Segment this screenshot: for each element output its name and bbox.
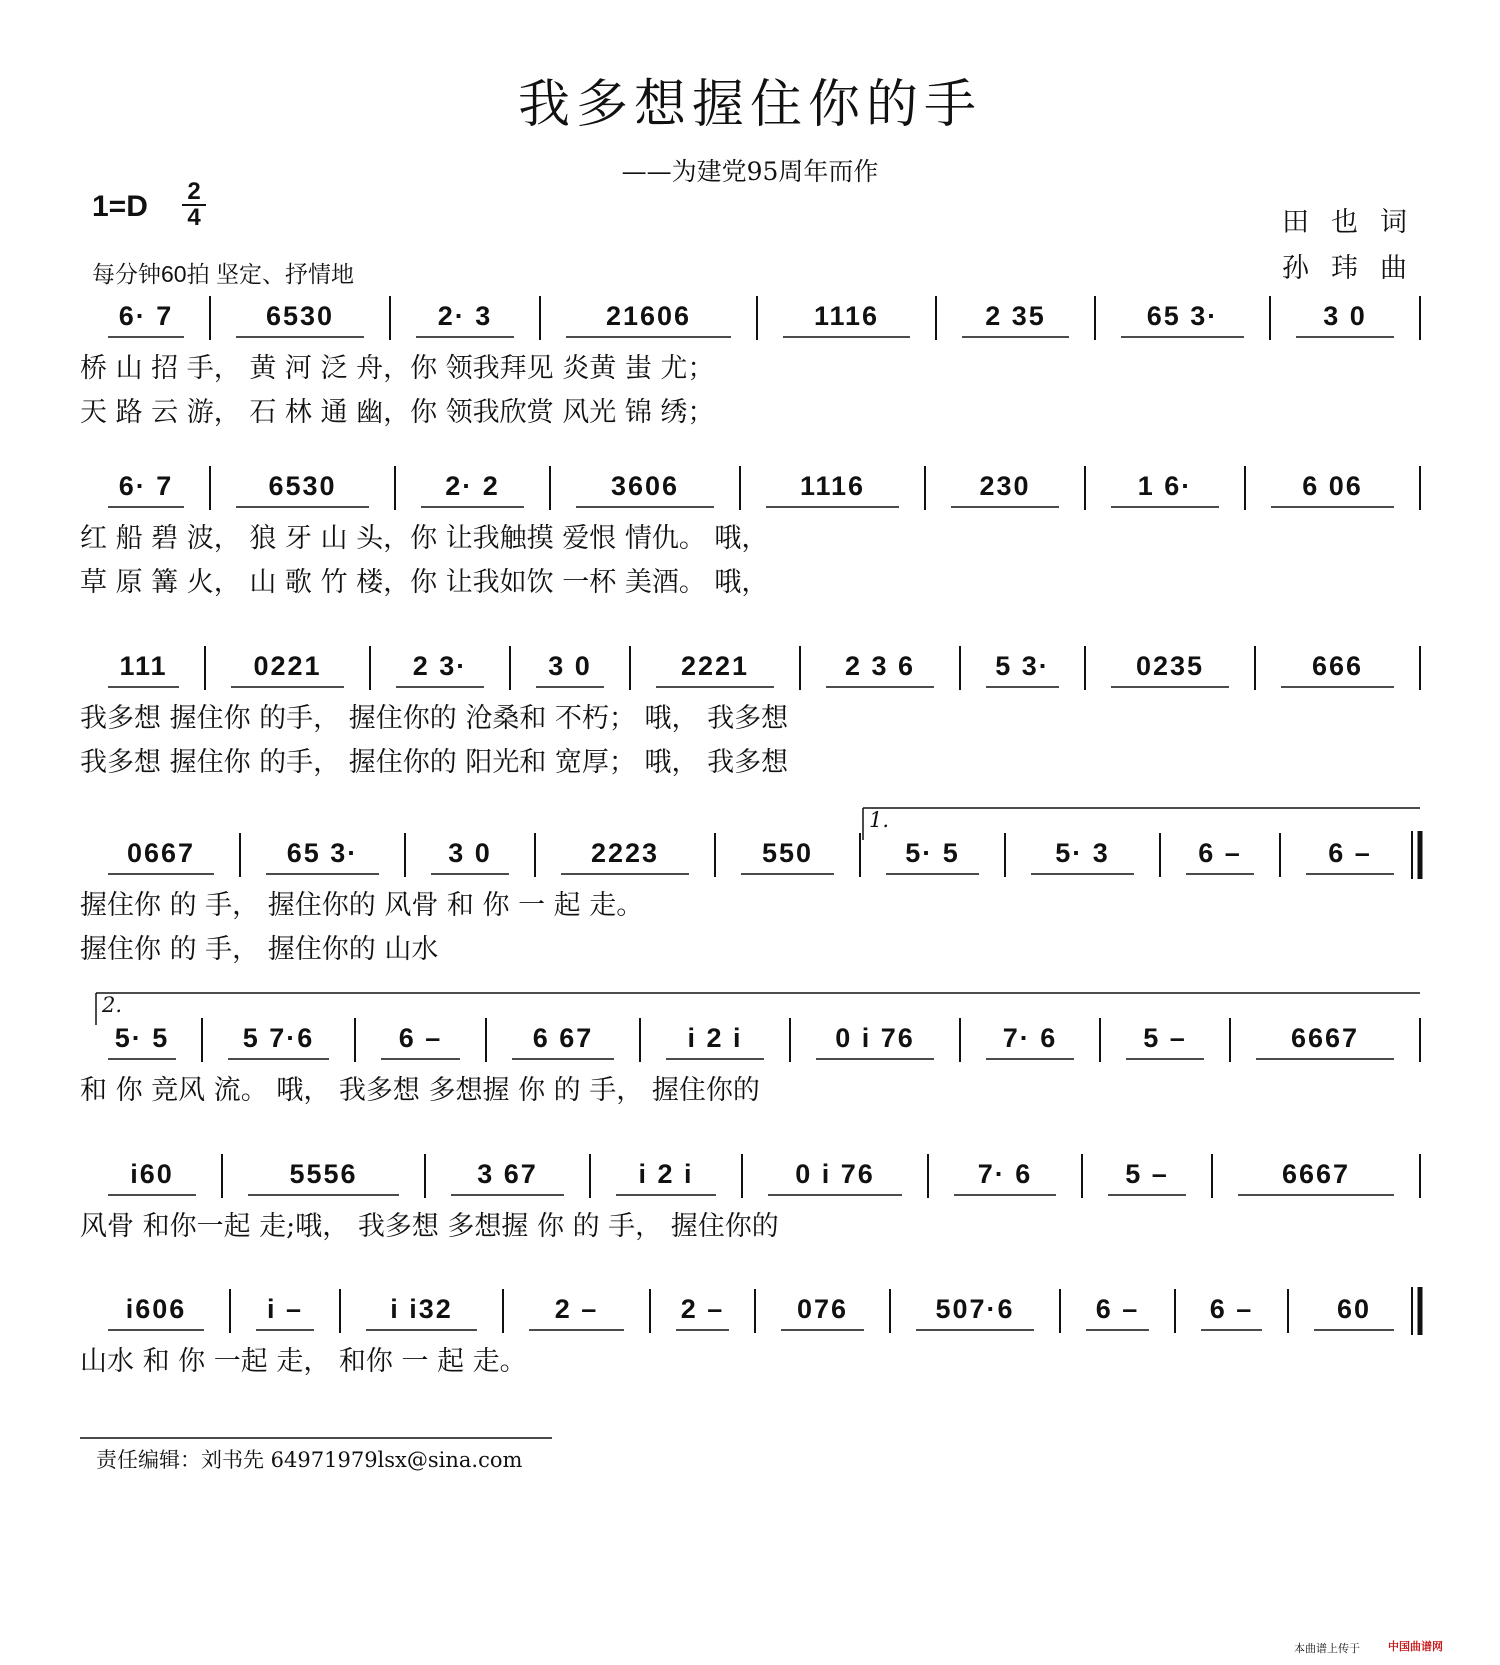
lyric-line: 红 船 碧 波， 狼 牙 山 头，你 让我触摸 爱恨 情仇。 哦， [80,523,769,554]
measure-notes: 3 67 [477,1159,538,1189]
lyric-line: 和 你 竞风 流。 哦， 我多想 多想握 你 的 手， 握住你的 [80,1075,760,1106]
editor-credit: 责任编辑：刘书先 64971979lsx@sina.com [96,1448,523,1472]
lyric-line: 山水 和 你 一起 走， 和你 一 起 走。 [80,1346,527,1377]
measure-notes: 0 i 76 [795,1159,875,1189]
lyricist-credit: 田也词 [1282,207,1429,238]
measure-notes: 6· 7 [118,471,174,501]
lyric-line: 握住你 的 手， 握住你的 山水 [80,934,439,965]
measure-notes: i – [266,1294,304,1324]
measure-notes: 6 – [1198,838,1242,868]
measure-notes: 230 [979,471,1031,501]
measure-notes: 7· 6 [977,1159,1033,1189]
measure-notes: 6 – [1209,1294,1254,1324]
measure-notes: i 2 i [638,1159,694,1189]
measure-notes: 6· 7 [118,301,174,331]
measure-notes: 0221 [253,651,322,681]
measure-notes: 3 0 [1323,301,1367,331]
measure-notes: 1 6· [1137,471,1193,501]
volta-label: 2. [102,993,123,1017]
measure-notes: 5 7·6 [242,1023,315,1053]
measure-notes: 5 3· [995,651,1050,681]
measure-notes: 666 [1311,651,1364,681]
measure-notes: 5 – [1125,1159,1169,1189]
measure-notes: 1116 [813,301,880,331]
measure-notes: 5556 [289,1159,358,1189]
measure-notes: 6 – [1095,1294,1140,1324]
measure-notes: 6667 [1281,1159,1351,1189]
lyric-line: 我多想 握住你 的手， 握住你的 阳光和 宽厚； 哦， 我多想 [80,747,789,778]
measure-notes: 0667 [126,838,196,868]
measure-notes: 2 – [680,1294,725,1324]
measure-notes: 550 [761,838,814,868]
measure-notes: 111 [119,651,168,681]
measure-notes: 5 – [1143,1023,1187,1053]
composer-credit: 孙玮曲 [1282,253,1429,284]
measure-notes: 507·6 [935,1294,1015,1324]
lyric-line: 风骨 和你一起 走;哦， 我多想 多想握 你 的 手， 握住你的 [80,1211,779,1242]
lyric-line: 握住你 的 手， 握住你的 风骨 和 你 一 起 走。 [80,890,644,921]
measure-notes: 076 [796,1294,849,1324]
measure-notes: 2· 2 [445,471,500,501]
measure-notes: 6 06 [1302,471,1363,501]
lyric-line: 天 路 云 游， 石 林 通 幽，你 领我欣赏 风光 锦 绣； [80,397,715,428]
lyric-line: 我多想 握住你 的手， 握住你的 沧桑和 不朽； 哦， 我多想 [80,703,789,734]
measure-notes: 2 3· [412,651,468,681]
measure-notes: i 2 i [687,1023,743,1053]
measure-notes: 0 i 76 [835,1023,915,1053]
key-signature: 1=D [92,190,148,223]
measure-notes: 6 – [1328,838,1372,868]
measure-notes: 5· 3 [1055,838,1110,868]
upload-note: 本曲谱上传于 [1294,1643,1360,1655]
measure-notes: 2221 [680,651,750,681]
measure-notes: 21606 [605,301,692,331]
lyric-line: 草 原 篝 火， 山 歌 竹 楼，你 让我如饮 一杯 美酒。 哦， [80,567,769,598]
measure-notes: 5· 5 [905,838,960,868]
measure-notes: 7· 6 [1002,1023,1058,1053]
measure-notes: 3606 [610,471,680,501]
measure-notes: 6667 [1290,1023,1360,1053]
measure-notes: i60 [130,1159,174,1189]
measure-notes: 65 3· [286,838,359,868]
song-subtitle: ——为建党95周年而作 [621,157,879,186]
lyric-line: 桥 山 招 手， 黄 河 泛 舟，你 领我拜见 炎黄 蚩 尤； [80,353,715,384]
measure-notes: 3 0 [448,838,492,868]
measure-notes: i i32 [390,1294,453,1324]
song-title: 我多想握住你的手 [517,75,982,135]
measure-notes: 2· 3 [437,301,493,331]
time-signature-bottom: 4 [187,204,201,231]
volta-label: 1. [869,808,890,832]
measure-notes: i606 [125,1294,187,1324]
time-signature-top: 2 [182,180,206,206]
tempo-marking: 每分钟60拍 坚定、抒情地 [92,261,354,287]
measure-notes: 2 – [554,1294,599,1324]
measure-notes: 5· 5 [114,1023,170,1053]
measure-notes: 60 [1336,1294,1372,1324]
measure-notes: 6530 [265,301,335,331]
measure-notes: 1116 [799,471,866,501]
measure-notes: 2 35 [985,301,1046,331]
measure-notes: 6 – [398,1023,443,1053]
site-logo: 中国曲谱网 [1388,1641,1443,1653]
measure-notes: 0235 [1135,651,1205,681]
measure-notes: 6 67 [532,1023,594,1053]
measure-notes: 6530 [268,471,337,501]
measure-notes: 65 3· [1146,301,1219,331]
measure-notes: 2 3 6 [844,651,916,681]
measure-notes: 2223 [590,838,660,868]
measure-notes: 3 0 [548,651,592,681]
